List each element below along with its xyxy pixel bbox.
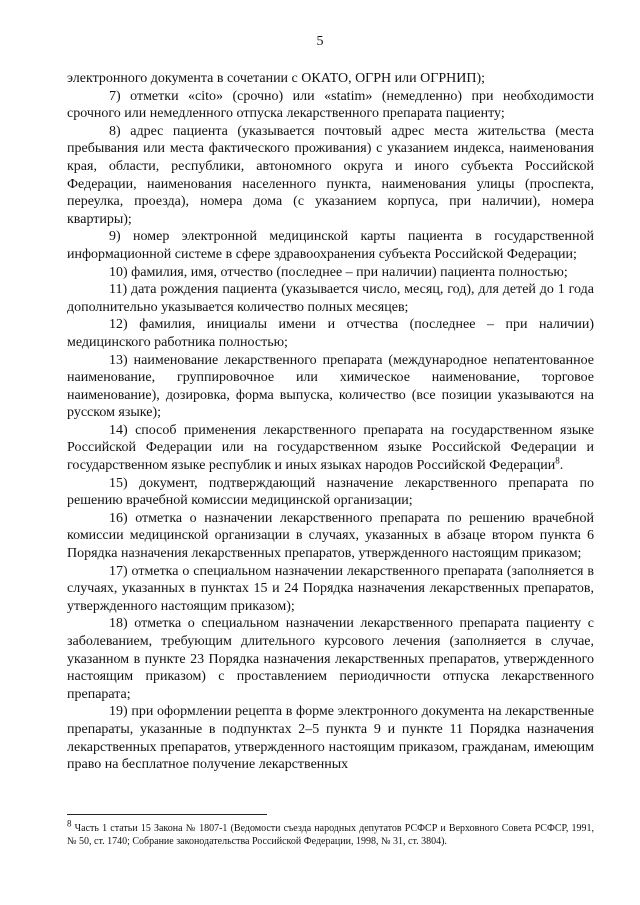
paragraph <box>67 563 594 616</box>
paragraph <box>67 228 594 263</box>
paragraph-text: 7) отметки «cito» (срочно) или «statim» (немедленно) при необходимости срочного или немедленного отпуска лекарственного препарата пациенту; <box>67 88 594 122</box>
paragraph <box>67 615 594 703</box>
paragraph <box>67 264 594 282</box>
paragraph-text: 14) способ применения лекарственного препарата на государственном языке Российской Федерации или на государственном языке Российской Федерации и государственном языке республик и иных языках народов Российской Федерации <box>67 422 594 474</box>
document-body <box>67 70 594 774</box>
paragraph-text: 10) фамилия, имя, отчество (последнее – при наличии) пациента полностью; <box>109 264 568 280</box>
paragraph-text: 9) номер электронной медицинской карты пациента в государственной информационной системе в сфере здравоохранения субъекта Российской Федерации; <box>67 229 594 262</box>
paragraph <box>67 316 594 351</box>
paragraph-text: 8) адрес пациента (указывается почтовый адрес места жительства (места пребывания или места фактического проживания) с указанием индекса, наименования края, области, республики, автономного округа и иного субъекта Российской Федерации, наименования населенного пункта, наименования улицы (проспекта, переулка, проезда), номера дома (с указанием корпуса, при наличии), номера квартиры); <box>67 123 594 227</box>
paragraph-text: 15) документ, подтверждающий назначение лекарственного препарата по решению врачебной комиссии медицинской организации; <box>67 475 594 509</box>
paragraph-text: 12) фамилия, инициалы имени и отчества (последнее – при наличии) медицинского работника полностью; <box>67 317 594 350</box>
paragraph-text: 19) при оформлении рецепта в форме электронного документа на лекарственные препараты, указанные в подпунктах 2–5 пункта 9 и пункте 11 Порядка назначения лекарственных препаратов, утвержденного настоящим приказом, гражданам, имеющим право на бесплатное получение лекарственных <box>67 704 594 773</box>
paragraph <box>67 123 594 229</box>
footnote <box>67 818 594 848</box>
paragraph-text: 13) наименование лекарственного препарата (международное непатентованное наименование, группировочное или химическое наименование, торговое наименование), дозировка, форма выпуска, количество (все позиции указываются на русском языке); <box>67 352 594 421</box>
paragraph <box>67 475 594 510</box>
paragraph <box>67 70 594 88</box>
footnote-marker: 8 <box>67 818 72 829</box>
footnote-reference: 8 <box>555 455 560 466</box>
paragraph-text: 16) отметка о назначении лекарственного препарата по решению врачебной комиссии медицинской организации в случаях, указанных в абзаце втором пункта 6 Порядка назначения лекарственных препаратов, утвержденного настоящим приказом; <box>67 510 594 562</box>
footnote-separator <box>67 814 267 815</box>
page-number: 5 <box>316 34 324 49</box>
paragraph <box>67 703 594 773</box>
paragraph <box>67 88 594 123</box>
paragraph-text: 17) отметка о специальном назначении лекарственного препарата (заполняется в случаях, указанных в пунктах 15 и 24 Порядка назначения лекарственных препаратов, утвержденного настоящим приказом); <box>67 563 594 614</box>
paragraph-tail: . <box>559 458 564 474</box>
paragraph-text: 11) дата рождения пациента (указывается число, месяц, год), для детей до 1 года дополнительно указывается количество полных месяцев; <box>67 282 594 315</box>
paragraph <box>67 281 594 316</box>
paragraph-text: электронного документа в сочетании с ОКАТО, ОГРН или ОГРНИП); <box>67 71 486 86</box>
paragraph-text: 18) отметка о специальном назначении лекарственного препарата пациенту с заболеванием, требующим длительного курсового лечения (заполняется в случае, указанном в пункте 23 Порядка назначения лекарственных препаратов, утвержденного настоящим приказом) с проставлением периодичности отпуска лекарственного препарата; <box>67 616 594 702</box>
paragraph <box>67 352 594 422</box>
paragraph <box>67 422 594 475</box>
paragraph <box>67 510 594 563</box>
footnote-text: Часть 1 статьи 15 Закона № 1807-1 (Ведомости съезда народных депутатов РСФСР и Верховного Совета РСФСР, 1991, № 50, ст. 1740; Собрание законодательства Российской Федерации, 1998, № 31, ст. 3804). <box>67 823 594 847</box>
